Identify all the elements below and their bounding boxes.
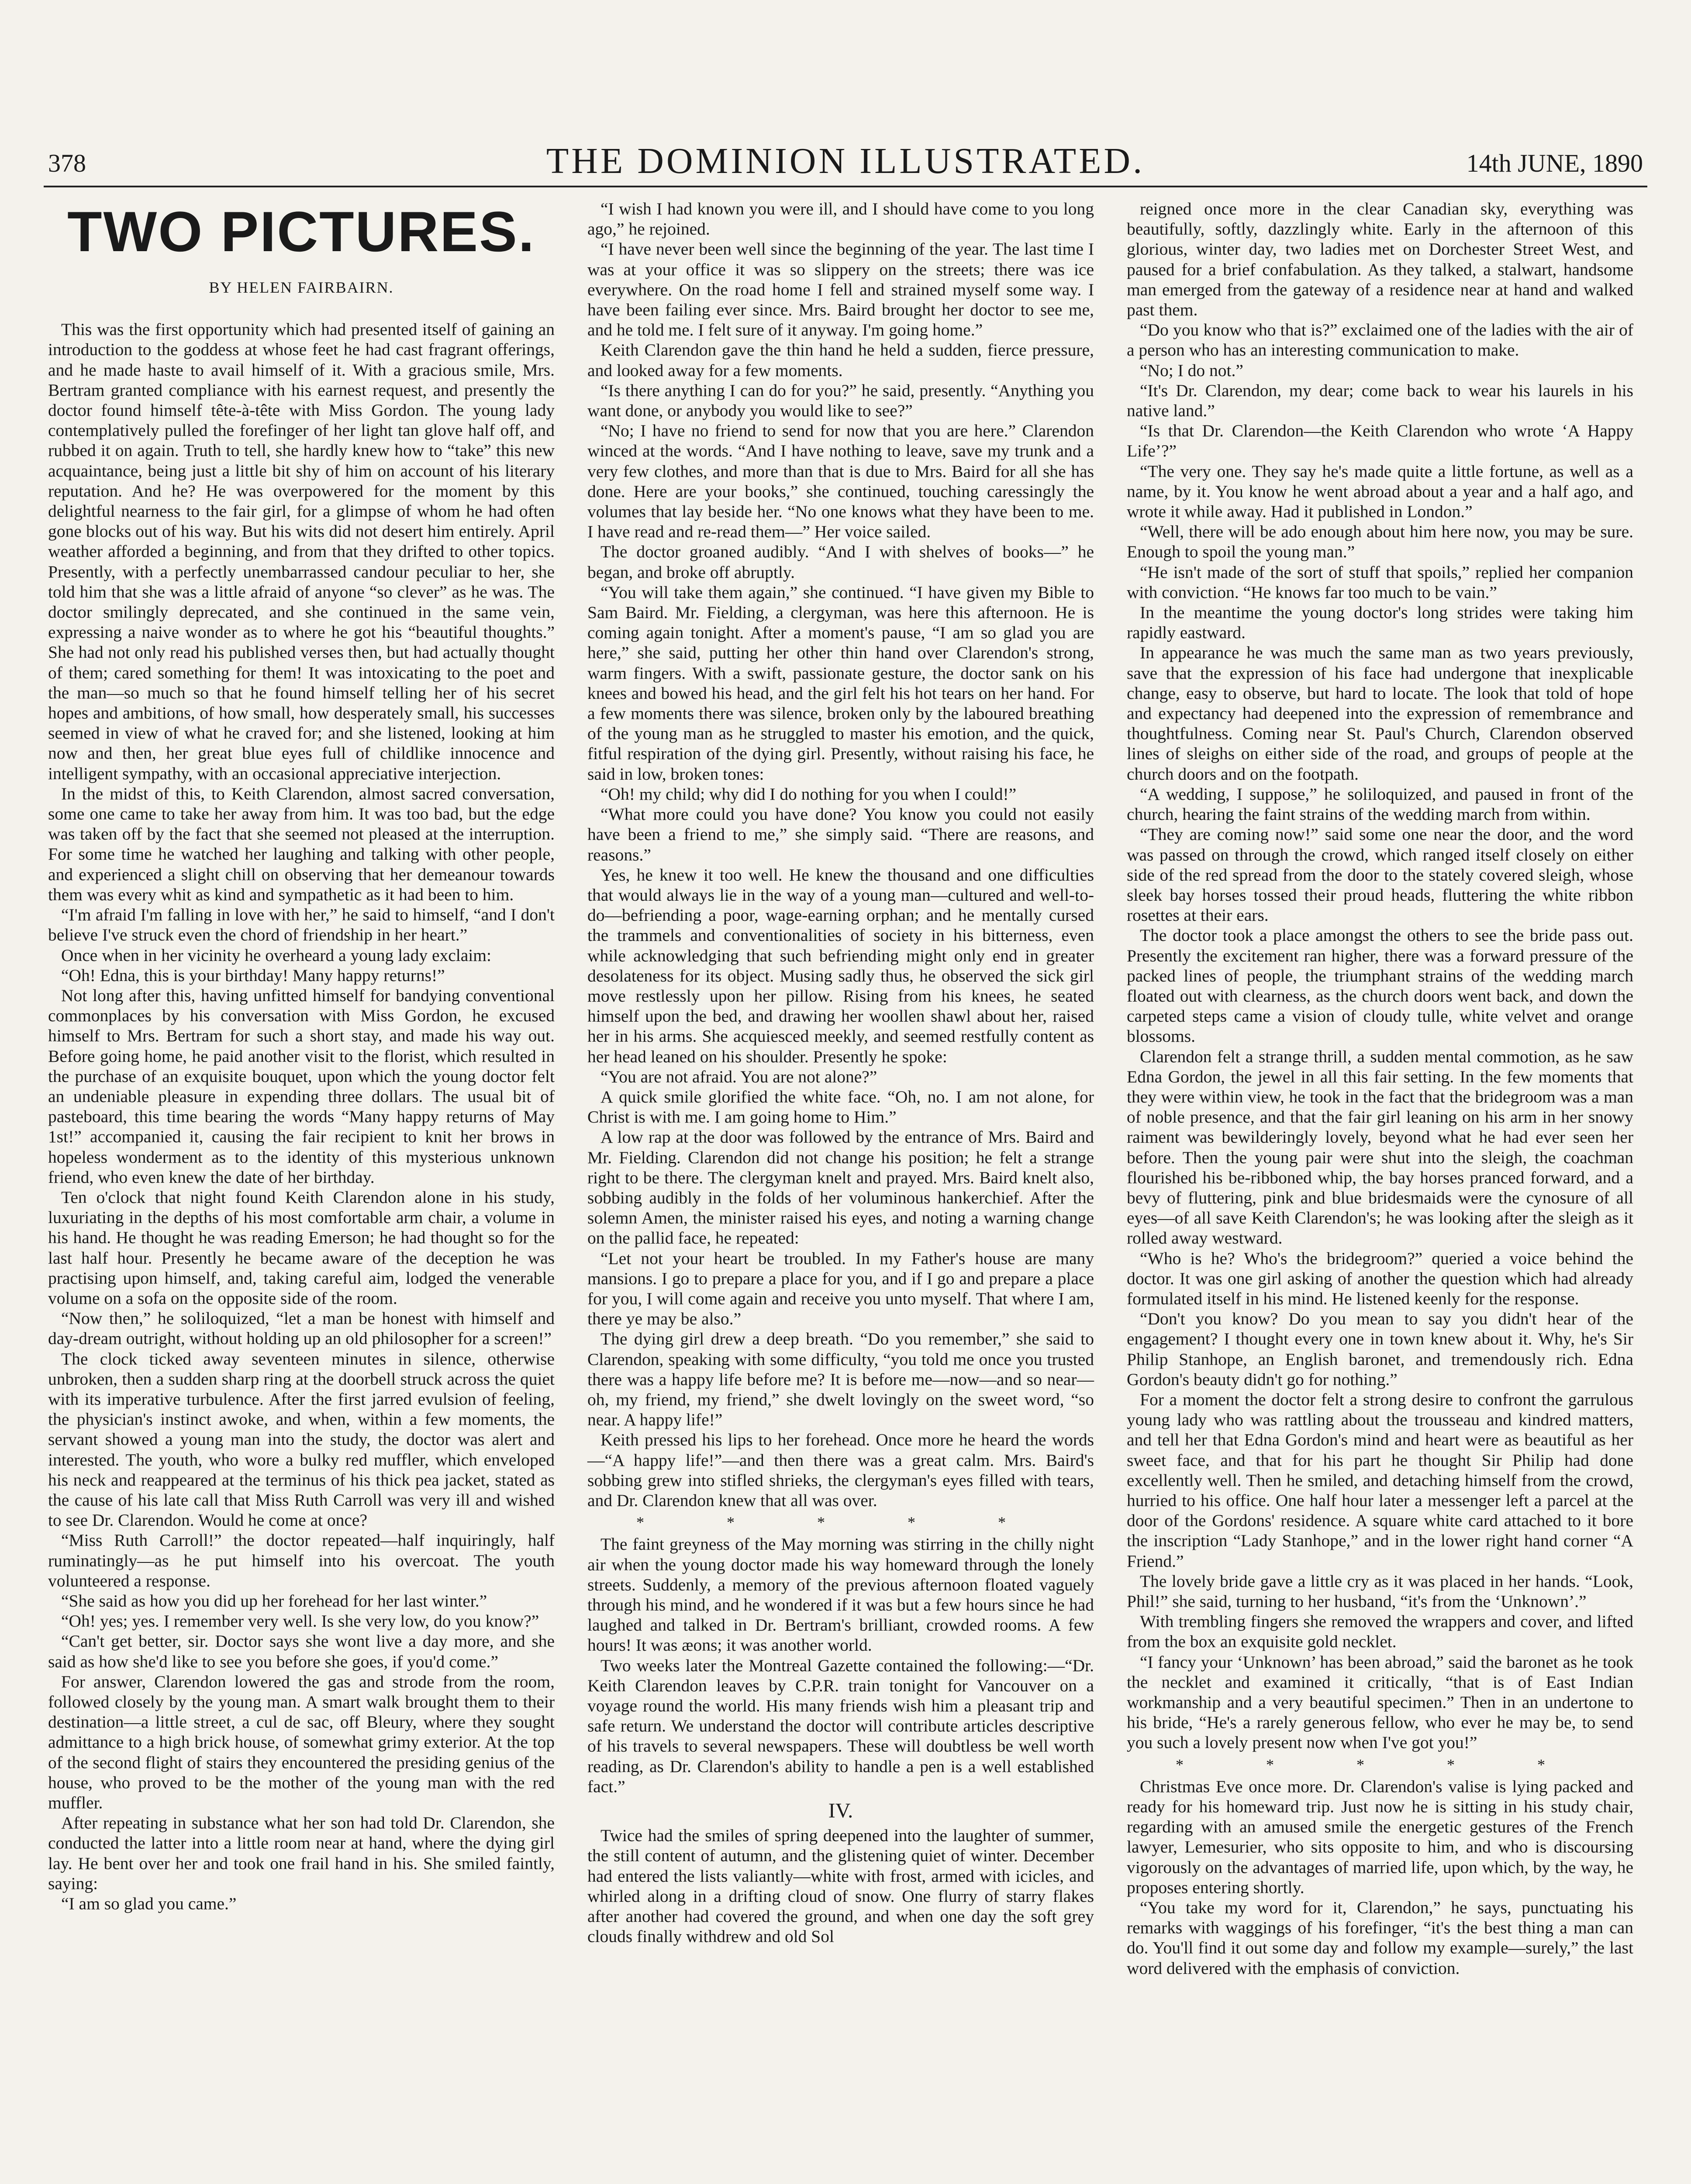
- paragraph: reigned once more in the clear Canadian sky, everything was beautifully, softly, dazzlingly white. Early in the afternoon of this glorious, winter day, two ladies met on Dorchester Street West, and paused for a brief confabulation. As they talked, a stalwart, handsome man emerged from the gateway of a residence near at hand and walked past them.: [1127, 199, 1633, 320]
- issue-date: 14th JUNE, 1890: [1466, 149, 1643, 177]
- paragraph: With trembling fingers she removed the wrappers and cover, and lifted from the box an exquisite gold necklet.: [1127, 1612, 1633, 1652]
- header-rule: [44, 186, 1647, 187]
- paragraph: “Now then,” he soliloquized, “let a man be honest with himself and day-dream outright, without holding up an old philosopher for a screen!”: [48, 1309, 555, 1348]
- paragraph: “Oh! my child; why did I do nothing for you when I could!”: [600, 784, 1017, 804]
- paragraph: Keith Clarendon gave the thin hand he held a sudden, fierce pressure, and looked away for a few moments.: [587, 340, 1094, 380]
- paragraph: The clock ticked away seventeen minutes in silence, otherwise unbroken, then a sudden sharp ring at the doorbell struck across the quiet with its imperative turbulence. After the first jarred evulsion of feeling, the physician's instinct awoke, and when, within a few moments, the servant showed a young man into the study, the doctor was alert and interested. The youth, who wore a bulky red muffler, which enveloped his neck and reappeared at the terminus of his thick pea jacket, stated as the cause of his late call that Miss Ruth Carroll was very ill and wished to see Dr. Clarendon. Would he come at once?: [48, 1349, 555, 1530]
- paragraph: “The very one. They say he's made quite a little fortune, as well as a name, by it. You know he went abroad about a year and a half ago, and wrote it while away. Had it published in London.”: [1127, 461, 1633, 522]
- page-header: [48, 140, 1643, 188]
- paragraph: A quick smile glorified the white face. “Oh, no. I am not alone, for Christ is with me. I am going home to Him.”: [587, 1087, 1094, 1127]
- section-separator: * * * * *: [636, 1514, 1045, 1531]
- column-2-text-cont: [587, 1534, 1094, 1797]
- section-separator-2: * * * * *: [1176, 1755, 1584, 1773]
- publication-title: THE DOMINION ILLUSTRATED.: [546, 141, 1145, 181]
- paragraph: “You are not afraid. You are not alone?”: [600, 1067, 877, 1086]
- paragraph: A low rap at the door was followed by the entrance of Mrs. Baird and Mr. Fielding. Clarendon did not change his position; he felt a strange right to be there. The clergyman knelt and prayed. Mrs. Baird knelt also, sobbing audibly in the folds of her voluminous hankerchief. After the solemn Amen, the minister raised his eyes, and noting a warning change on the pallid face, he repeated:: [587, 1127, 1094, 1248]
- paragraph: “Is there anything I can do for you?” he said, presently. “Anything you want done, or anybody you would like to see?”: [587, 380, 1094, 421]
- paragraph: “Miss Ruth Carroll!” the doctor repeated—half inquiringly, half ruminatingly—as he put himself into his overcoat. The youth volunteered a response.: [48, 1531, 555, 1590]
- paragraph: “They are coming now!” said some one near the door, and the word was passed on through the crowd, which ranged itself closely on either side of the red spread from the door to the stately covered sleigh, whose sleek bay horses tossed their proud heads, fluttering the white ribbon rosettes at their ears.: [1127, 825, 1633, 925]
- byline: BY HELEN FAIRBAIRN.: [209, 279, 394, 296]
- paragraph: The dying girl drew a deep breath. “Do you remember,” she said to Clarendon, speaking with some difficulty, “you told me once you trusted there was a happy life before me? It is before me—now—and so near—oh, my friend, my friend,” she dwelt lovingly on the sweet word, “so near. A happy life!”: [587, 1329, 1094, 1430]
- paragraph: “She said as how you did up her forehead for her last winter.”: [61, 1591, 487, 1610]
- paragraph: “You take my word for it, Clarendon,” he says, punctuating his remarks with waggings of his forefinger, “it's the best thing a man can do. You'll find it out some day and follow my example—surely,” the last word delivered with the emphasis of conviction.: [1127, 1898, 1633, 1978]
- paragraph: “I'm afraid I'm falling in love with her,” he said to himself, “and I don't believe I've struck even the chord of friendship in her heart.”: [48, 905, 555, 945]
- column-3-text: [1127, 199, 1633, 1753]
- paragraph: Two weeks later the Montreal Gazette contained the following:—“Dr. Keith Clarendon leaves by C.P.R. train tonight for Vancouver on a voyage round the world. His many friends wish him a pleasant trip and safe return. We understand the doctor will contribute articles descriptive of his travels to several newspapers. These will doubtless be well worth reading, as Dr. Clarendon's ability to handle a pen is a well established fact.”: [587, 1655, 1094, 1796]
- paragraph: The doctor took a place amongst the others to see the bride pass out. Presently the excitement ran higher, there was a forward pressure of the packed lines of people, the triumphant strains of the wedding march floated out with clearness, as the church doors went back, and down the carpeted steps came a vision of cloudy tulle, white velvet and orange blossoms.: [1127, 926, 1633, 1046]
- paragraph: For answer, Clarendon lowered the gas and strode from the room, followed closely by the young man. A smart walk brought them to their destination—a little street, a cul de sac, off Bleury, where they sought admittance to a high brick house, of somewhat grimy exterior. At the top of the second flight of stairs they encountered the presiding genius of the house, who proved to be the mother of the young man with the red muffler.: [48, 1672, 555, 1813]
- column-2: [587, 199, 1094, 1946]
- paragraph: “Oh! yes; yes. I remember very well. Is she very low, do you know?”: [61, 1611, 539, 1631]
- paragraph: Christmas Eve once more. Dr. Clarendon's valise is lying packed and ready for his homeward trip. Just now he is sitting in his study chair, regarding with an amused smile the energetic gestures of the French lawyer, Lemesurier, who sits opposite to him, and who is discoursing vigorously on the advantages of married life, upon which, by the way, he proposes entering shortly.: [1127, 1776, 1633, 1897]
- paragraph: “I am so glad you came.”: [61, 1894, 237, 1914]
- paragraph: After repeating in substance what her son had told Dr. Clarendon, she conducted the latter into a little room near at hand, where the dying girl lay. He bent over her and took one frail hand in his. She smiled faintly, saying:: [48, 1813, 555, 1893]
- paragraph: Not long after this, having unfitted himself for bandying conventional commonplaces by his conversation with Miss Gordon, he excused himself to Mrs. Bertram for such a short stay, and made his way out. Before going home, he paid another visit to the florist, which resulted in the purchase of an exquisite bouquet, upon which the young doctor felt an undeniable pleasure in expending three dollars. The usual bit of pasteboard, this time bearing the words “Many happy returns of May 1st!” accompanied it, causing the fair recipient to knit her brows in hopeless wonderment as to the identity of this mysterious unknown friend, who even knew the date of her birthday.: [48, 985, 555, 1187]
- column-2-text: [587, 199, 1094, 1510]
- paragraph: “I wish I had known you were ill, and I should have come to you long ago,” he rejoined.: [587, 199, 1094, 239]
- column-3-text-cont: [1127, 1776, 1633, 1978]
- paragraph: The faint greyness of the May morning was stirring in the chilly night air when the young doctor made his way homeward through the lonely streets. Suddenly, a memory of the previous afternoon floated vaguely through his mind, and he wondered if it was but a few hours since he had laughed and talked in Dr. Bertram's brilliant, crowded rooms. A few hours! It was æons; it was another world.: [587, 1534, 1094, 1655]
- paragraph: “Let not your heart be troubled. In my Father's house are many mansions. I go to prepare a place for you, and if I go and prepare a place for you, I will come again and receive you unto myself. That where I am, there ye may be also.”: [587, 1248, 1094, 1329]
- paragraph: “Don't you know? Do you mean to say you didn't hear of the engagement? I thought every one in town knew about it. Why, he's Sir Philip Stanhope, an English baronet, and tremendously rich. Edna Gordon's beauty didn't go for nothing.”: [1127, 1309, 1633, 1389]
- paragraph: “Who is he? Who's the bridegroom?” queried a voice behind the doctor. It was one girl asking of another the question which had already formulated itself in his mind. He listened keenly for the response.: [1127, 1248, 1633, 1308]
- paragraph: “Can't get better, sir. Doctor says she wont live a day more, and she said as how she'd like to see you before she goes, if you'd come.”: [48, 1631, 555, 1671]
- paragraph: Ten o'clock that night found Keith Clarendon alone in his study, luxuriating in the depths of his most comfortable arm chair, a volume in his hand. He thought he was reading Emerson; he had thought so for the last half hour. Presently he became aware of the deception he was practising upon himself, and, taking careful aim, lodged the venerable volume on a sofa on the opposite side of the room.: [48, 1187, 555, 1308]
- paragraph: In the midst of this, to Keith Clarendon, almost sacred conversation, some one came to take her away from him. It was too bad, but the edge was taken off by the fact that she seemed not pleased at the interruption. For some time he watched her laughing and talking with other people, and experienced a slight chill on observing that her demeanour towards them was every whit as kind and sympathetic as it had been to him.: [48, 784, 555, 904]
- paragraph: “He isn't made of the sort of stuff that spoils,” replied her companion with conviction. “He knows far too much to be vain.”: [1127, 562, 1633, 602]
- paragraph: The doctor groaned audibly. “And I with shelves of books—” he began, and broke off abruptly.: [587, 542, 1094, 582]
- paragraph: “I have never been well since the beginning of the year. The last time I was at your office it was so slippery on the streets; there was ice everywhere. On the road home I fell and strained myself some way. I have been failing ever since. Mrs. Baird brought her doctor to see me, and he told me. I felt sure of it anyway. I'm going home.”: [587, 239, 1094, 340]
- column-1: [48, 199, 555, 1914]
- paragraph: “What more could you have done? You know you could not easily have been a friend to me,” she simply said. “There are reasons, and reasons.”: [587, 805, 1094, 864]
- paragraph: “Well, there will be ado enough about him here now, you may be sure. Enough to spoil the young man.”: [1127, 522, 1633, 562]
- paragraph: Twice had the smiles of spring deepened into the laughter of summer, the still content of autumn, and the glistening quiet of winter. December had entered the lists valiantly—white with frost, armed with icicles, and whirled along in a drifting cloud of snow. One flurry of starry flakes after another had covered the ground, and when one day the soft grey clouds finally withdrew and old Sol: [587, 1826, 1094, 1946]
- paragraph: This was the first opportunity which had presented itself of gaining an introduction to the goddess at whose feet he had cast fragrant offerings, and he made haste to avail himself of it. With a gracious smile, Mrs. Bertram granted compliance with his earnest request, and presently the doctor found himself tête-à-tête with Miss Gordon. The young lady contemplatively pulled the forefinger of her light tan glove half off, and rubbed it on again. Truth to tell, she hardly knew how to “take” this new acquaintance, being just a little bit shy of him on account of his literary reputation. And he? He was overpowered for the moment by this delightful nearness to the fair girl, for a glimpse of whom he had often gone blocks out of his way. But his wits did not desert him entirely. April weather afforded a beginning, and from that they drifted to other topics. Presently, with a perfectly unembarrassed candour peculiar to her, she told him that she was a little afraid of anyone “so clever” as he was. The doctor smilingly deprecated, and she continued in the same vein, expressing a naive wonder as to where he got his “beautiful thoughts.” She had not only read his published verses then, but had actually thought of them; cared something for them! It was intoxicating to the poet and the man—so much so that he found himself telling her of his secret hopes and ambitions, of how small, how desperately small, his successes seemed in view of what he craved for; and she listened, looking at him now and then, her great blue eyes full of childlike innocence and intelligent sympathy, with an occasional appreciative interjection.: [48, 320, 555, 783]
- column-1-text: [48, 319, 555, 1914]
- paragraph: “Is that Dr. Clarendon—the Keith Clarendon who wrote ‘A Happy Life’?”: [1127, 421, 1633, 461]
- paragraph: In appearance he was much the same man as two years previously, save that the expression of his face had undergone that inexplicable change, easy to observe, but hard to locate. The look that told of hope and expectancy had deepened into the expression of remembrance and thoughtfulness. Coming near St. Paul's Church, Clarendon observed lines of sleighs on either side of the road, and groups of people at the church doors and on the footpath.: [1127, 643, 1633, 784]
- paragraph: “No; I have no friend to send for now that you are here.” Clarendon winced at the words. “And I have nothing to leave, save my trunk and a very few clothes, and more than that is due to Mrs. Baird for all she has done. Here are your books,” she continued, touching caressingly the volumes that lay beside her. “No one knows what they have been to me. I have read and re-read them—” Her voice sailed.: [587, 421, 1094, 542]
- column-3: [1127, 199, 1633, 1978]
- paragraph: Clarendon felt a strange thrill, a sudden mental commotion, as he saw Edna Gordon, the jewel in all this fair setting. In the few moments that they were within view, he took in the fact that the bridegroom was a man of noble presence, and that the fair girl leaning on his arm in her snowy raiment was bewilderingly lovely, beyond what he had ever seen her before. Then the young pair were shut into the sleigh, the coachman flourished his be-ribboned whip, the bay horses pranced forward, and a bevy of fluttering, pink and blue bridesmaids were the cynosure of all eyes—of all save Keith Clarendon's; he was looking after the sleigh as it rolled away westward.: [1127, 1047, 1633, 1248]
- paragraph: “Oh! Edna, this is your birthday! Many happy returns!”: [61, 965, 445, 985]
- section-heading: IV.: [828, 1799, 853, 1823]
- paragraph: Keith pressed his lips to her forehead. Once more he heard the words—“A happy life!”—and then there was a great calm. Mrs. Baird's sobbing grew into stifled shrieks, the clergyman's eyes filled with tears, and Dr. Clarendon knew that all was over.: [587, 1430, 1094, 1510]
- paragraph: “It's Dr. Clarendon, my dear; come back to wear his laurels in his native land.”: [1127, 380, 1633, 421]
- paragraph: “Do you know who that is?” exclaimed one of the ladies with the air of a person who has an interesting communication to make.: [1127, 320, 1633, 360]
- paragraph: Yes, he knew it too well. He knew the thousand and one difficulties that would always lie in the way of a young man—cultured and well-to-do—befriending a poor, wage-earning orphan; and he mentally cursed the trammels and conventionalities of society in his bitterness, even while acknowledging that such befriending might only end in greater desolateness for its object. Musing sadly thus, he observed the sick girl move restlessly upon her pillow. Rising from his knees, he seated himself upon the bed, and drawing her woollen shawl about her, raised her in his arms. She acquiesced meekly, and seemed restfully content as her head leaned on his shoulder. Presently he spoke:: [587, 865, 1094, 1066]
- paragraph: Once when in her vicinity he overheard a young lady exclaim:: [61, 945, 491, 965]
- paragraph: “I fancy your ‘Unknown’ has been abroad,” said the baronet as he took the necklet and examined it critically, “that is of East Indian workmanship and a very beautiful specimen.” Then in an undertone to his bride, “He's a rarely generous fellow, who ever he may be, to send you such a lovely present now when I've got you!”: [1127, 1652, 1633, 1752]
- article-title: TWO PICTURES.: [67, 200, 535, 263]
- page-number: 378: [48, 149, 86, 177]
- paragraph: In the meantime the young doctor's long strides were taking him rapidly eastward.: [1127, 603, 1633, 643]
- paragraph: “You will take them again,” she continued. “I have given my Bible to Sam Baird. Mr. Fielding, a clergyman, was here this afternoon. He is coming again tonight. After a moment's pause, “I am so glad you are here,” she said, putting her other thin hand over Clarendon's strong, warm fingers. With a swift, passionate gesture, the doctor sank on his knees and bowed his head, and the girl felt his hot tears on her hand. For a few moments there was silence, broken only by the laboured breathing of the young man as he struggled to master his emotion, and the quick, fitful respiration of the dying girl. Presently, without raising his face, he said in low, broken tones:: [587, 582, 1094, 784]
- paragraph: For a moment the doctor felt a strong desire to confront the garrulous young lady who was rattling about the trousseau and kindred matters, and tell her that Edna Gordon's mind and heart were as beautiful as her sweet face, and that for his part he thought Sir Philip had done excellently well. Then he smiled, and detaching himself from the crowd, hurried to his office. One half hour later a messenger left a parcel at the door of the Gordons' residence. A square white card attached to it bore the inscription “Lady Stanhope,” and in the lower right hand corner “A Friend.”: [1127, 1389, 1633, 1571]
- paragraph: The lovely bride gave a little cry as it was placed in her hands. “Look, Phil!” she said, turning to her husband, “it's from the ‘Unknown’.”: [1127, 1571, 1633, 1611]
- column-2-text-tail: [587, 1825, 1094, 1946]
- paragraph: “No; I do not.”: [1140, 360, 1243, 380]
- paragraph: “A wedding, I suppose,” he soliloquized, and paused in front of the church, hearing the faint strains of the wedding march from within.: [1127, 784, 1633, 824]
